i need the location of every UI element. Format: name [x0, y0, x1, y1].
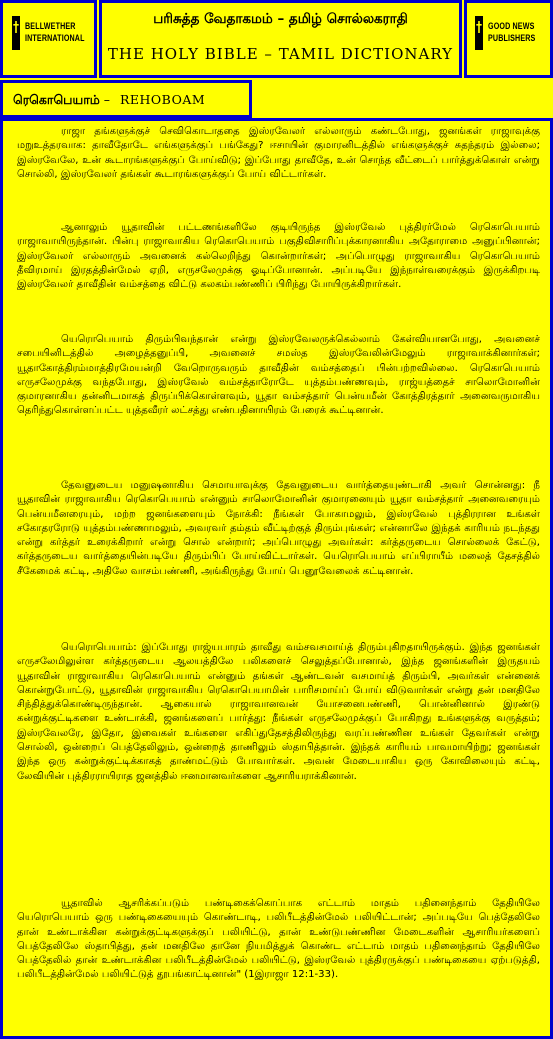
entry-heading-separator: –	[103, 92, 111, 107]
entry-body	[0, 118, 553, 1039]
bellwether-logo-line2: INTERNATIONAL	[25, 33, 85, 44]
paragraph-3: யெரொபெயாம் திரும்பிவந்தான் என்று இஸ்ரவேலருக்கெல்லாம் கேள்வியானபோது, அவனைச் சபையினிடத்தில் அழைத்தனுப்பி, அவனைச் சமஸ்த இஸ்ரவேலின்மேலும் ராஜாவாக்கினார்கள்; யூதாகோத்திரம்மாத்திரமேயன்றி வேறொருவரும் தாவீதின் வம்சத்தைப் பின்பற்றவில்லை. ரெகொபெயாம் எருசலேமுக்கு வந்தபோது, இஸ்ரவேல் வம்சத்தாரோடே யுத்தம்பண்ணவும், ராஜ்யத்தைச் சாலொமோனின் குமாரனாகிய தன்னிடமாகத் திருப்பிக்கொள்ளவும், யூதா வம்சத்தார் பென்யமீன் கோத்திரத்தார் அனைவருமாகிய தெரிந்துகொள்ளப்பட்ட யுத்தவீரர் லட்சத்து எண்பதினாயிரம் பேரைக் கூட்டினான்.	[17, 334, 540, 417]
good-news-logo-box	[464, 0, 553, 78]
good-news-logo-line1: GOOD NEWS	[488, 21, 535, 32]
paragraph-6: யூதாவில் ஆசரிக்கப்படும் பண்டிகைக்கொப்பாக எட்டாம் மாதம் பதினைந்தாம் தேதியிலே யெரொபெயாம் ஒரு பண்டிகையையும் கொண்டாடி, பலிபீடத்தின்மேல் பலியிட்டான்; அப்படியே பெத்தேலிலே தான் உண்டாக்கின கன்றுக்குட்டிகளுக்குப் பலியிட்டு, தான் உண்டுபண்ணின மேடைகளின் ஆசாரியர்களைப் பெத்தேலிலே ஸ்தாபித்து, தன் மனதிலே தானே நியமித்துக் கொண்ட எட்டாம் மாதம் பதினைந்தாம் தேதியிலே பெத்தேலில் தான் உண்டாக்கின பலிபீடத்தின்மேல் பலியிட்டு, இஸ்ரவேல் புத்திரருக்குப் பண்டிகையை ஏற்படுத்தி, பலிபீடத்தின்மேல் பலியிட்டுத் தூபங்காட்டினான்" (1இராஜா 12:1-33).	[17, 898, 540, 981]
bellwether-logo	[9, 13, 104, 53]
title-tamil: பரிசுத்த வேதாகமம் – தமிழ் சொல்லகராதி	[153, 11, 408, 27]
entry-heading-box	[0, 80, 252, 118]
good-news-logo-line2: PUBLISHERS	[488, 33, 536, 44]
bible-icon	[472, 13, 486, 53]
entry-heading-tamil: ரெகொபெயாம்	[13, 92, 100, 107]
title-box	[99, 0, 462, 78]
bible-icon	[9, 13, 23, 53]
paragraph-2: ஆனாலும் யூதாவின் பட்டணங்களிலே குடியிருந்த இஸ்ரவேல் புத்திரர்மேல் ரெகொபெயாம் ராஜாவாயிருந்தான். பின்பு ராஜாவாகிய ரெகொபெயாம் பகுதிவிசாரிப்புக்காரனாகிய அதோராமை அனுப்பினான்; இஸ்ரவேலர் எல்லாரும் அவனைக் கல்லெறிந்து கொன்றார்கள்; அப்பொழுது ராஜாவாகிய ரெகொபெயாம் தீவிரமாய் இரதத்தின்மேல் ஏறி, எருசலேமுக்கு ஓடிப்போனான். அப்படியே இந்நாள்வரைக்கும் இருக்கிறபடி இஸ்ரவேலர் தாவீதின் வம்சத்தை விட்டு கலகம்பண்ணிப் பிரிந்து போயிருக்கிறார்கள்.	[17, 222, 540, 291]
title-english: THE HOLY BIBLE – TAMIL DICTIONARY	[107, 45, 454, 63]
bellwether-logo-line1: BELLWETHER	[25, 21, 76, 32]
paragraph-5: யெரொபெயாம்: இப்போது ராஜ்யபாரம் தாவீது வம்சவசமாய்த் திரும்புகிறதாயிருக்கும். இந்த ஜனங்கள் எருசலேமிலுள்ள கர்த்தருடைய ஆலயத்திலே பலிகளைச் செலுத்தப்போனால், இந்த ஜனங்களின் இருதயம் யூதாவின் ராஜாவாகிய ரெகொபெயாம் என்னும் தங்கள் ஆண்டவன் வசமாய்த் திரும்பி, அவர்கள் என்னைக் கொன்றுபோட்டு, யூதாவின் ராஜாவாகிய ரெகொபெயாமின் பாரிசமாய்ப் போய் விடுவார்கள் என்று தன் மனதிலே சிந்தித்துக்கொண்டிருந்தான். ஆகையால் ராஜாவானவன் யோசனைபண்ணி, பொன்னினால் இரண்டு கன்றுக்குட்டிகளை உண்டாக்கி, ஜனங்களைப் பார்த்து: நீங்கள் எருசலேமுக்குப் போகிறது உங்களுக்கு வருத்தம்; இஸ்ரவேலரே, இதோ, இவைகள் உங்களை எகிப்துதேசத்திலிருந்து வரப்பண்ணின உங்கள் தேவர்கள் என்று சொல்லி, ஒன்றைப் பெத்தேலிலும், ஒன்றைத் தாணிலும் ஸ்தாபித்தான். இந்தக் காரியம் பாவமாயிற்று; ஜனங்கள் இந்த ஒரு கன்றுக்குட்டிக்காகத் தாண்மட்டும் போவார்கள். அவன் மேடையாகிய ஒரு கோவிலையும் கட்டி, லேவியின் புத்திரராயிராத ஜனத்தில் ஈனமானவர்களை ஆசாரியராக்கினான்.	[17, 642, 540, 782]
bellwether-logo-box	[0, 0, 97, 78]
good-news-logo	[472, 13, 551, 53]
paragraph-4: தேவனுடைய மனுஷனாகிய செமாயாவுக்கு தேவனுடைய வார்த்தையுண்டாகி அவர் சொன்னது: நீ யூதாவின் ராஜாவாகிய ரெகொபெயாம் என்னும் சாலொமோனின் குமாரனையும் யூதா வம்சத்தார் அனைவரையும் பென்யமீனரையும், மற்ற ஜனங்களையும் நோக்கி: நீங்கள் போகாமலும், இஸ்ரவேல் புத்திரரான உங்கள் சகோதரரோடு யுத்தம்பண்ணாமலும், அவரவர் தம்தம் வீட்டிற்குத் திரும்புங்கள்; என்னாலே இந்தக் காரியம் நடந்தது என்று கர்த்தர் உரைக்கிறார் என்று சொல் என்றார்; அப்பொழுது அவர்கள்: கர்த்தருடைய சொல்லைக் கேட்டு, கர்த்தருடைய வார்த்தையின்படியே திரும்பிப் போய்விட்டார்கள். யெரொபெயாம் எப்பிராயீம் மலைத் தேசத்தில் சீகேமைக் கட்டி, அதிலே வாசம்பண்ணி, அங்கிருந்து போய் பெனூவேலைக் கட்டினான்.	[17, 480, 540, 577]
entry-heading-english: REHOBOAM	[120, 92, 206, 107]
paragraph-1: ராஜா தங்களுக்குச் செவிகொடாததை இஸ்ரவேலர் எல்லாரும் கண்டபோது, ஜனங்கள் ராஜாவுக்கு மறுஉத்தரவாக: தாவீதோடே எங்களுக்குப் பங்கேது? ஈசாயின் குமாரனிடத்தில் எங்களுக்குச் சுதந்தரம் இல்லை; இஸ்ரவேலே, உன் கூடாரங்களுக்குப் போய்விடு; இப்போது தாவீதே, உன் சொந்த வீட்டைப் பார்த்துக்கொள் என்று சொல்லி, இஸ்ரவேலர் தங்கள் கூடாரங்களுக்குப் போய் விட்டார்கள்.	[17, 126, 540, 180]
entry-heading	[13, 92, 205, 109]
